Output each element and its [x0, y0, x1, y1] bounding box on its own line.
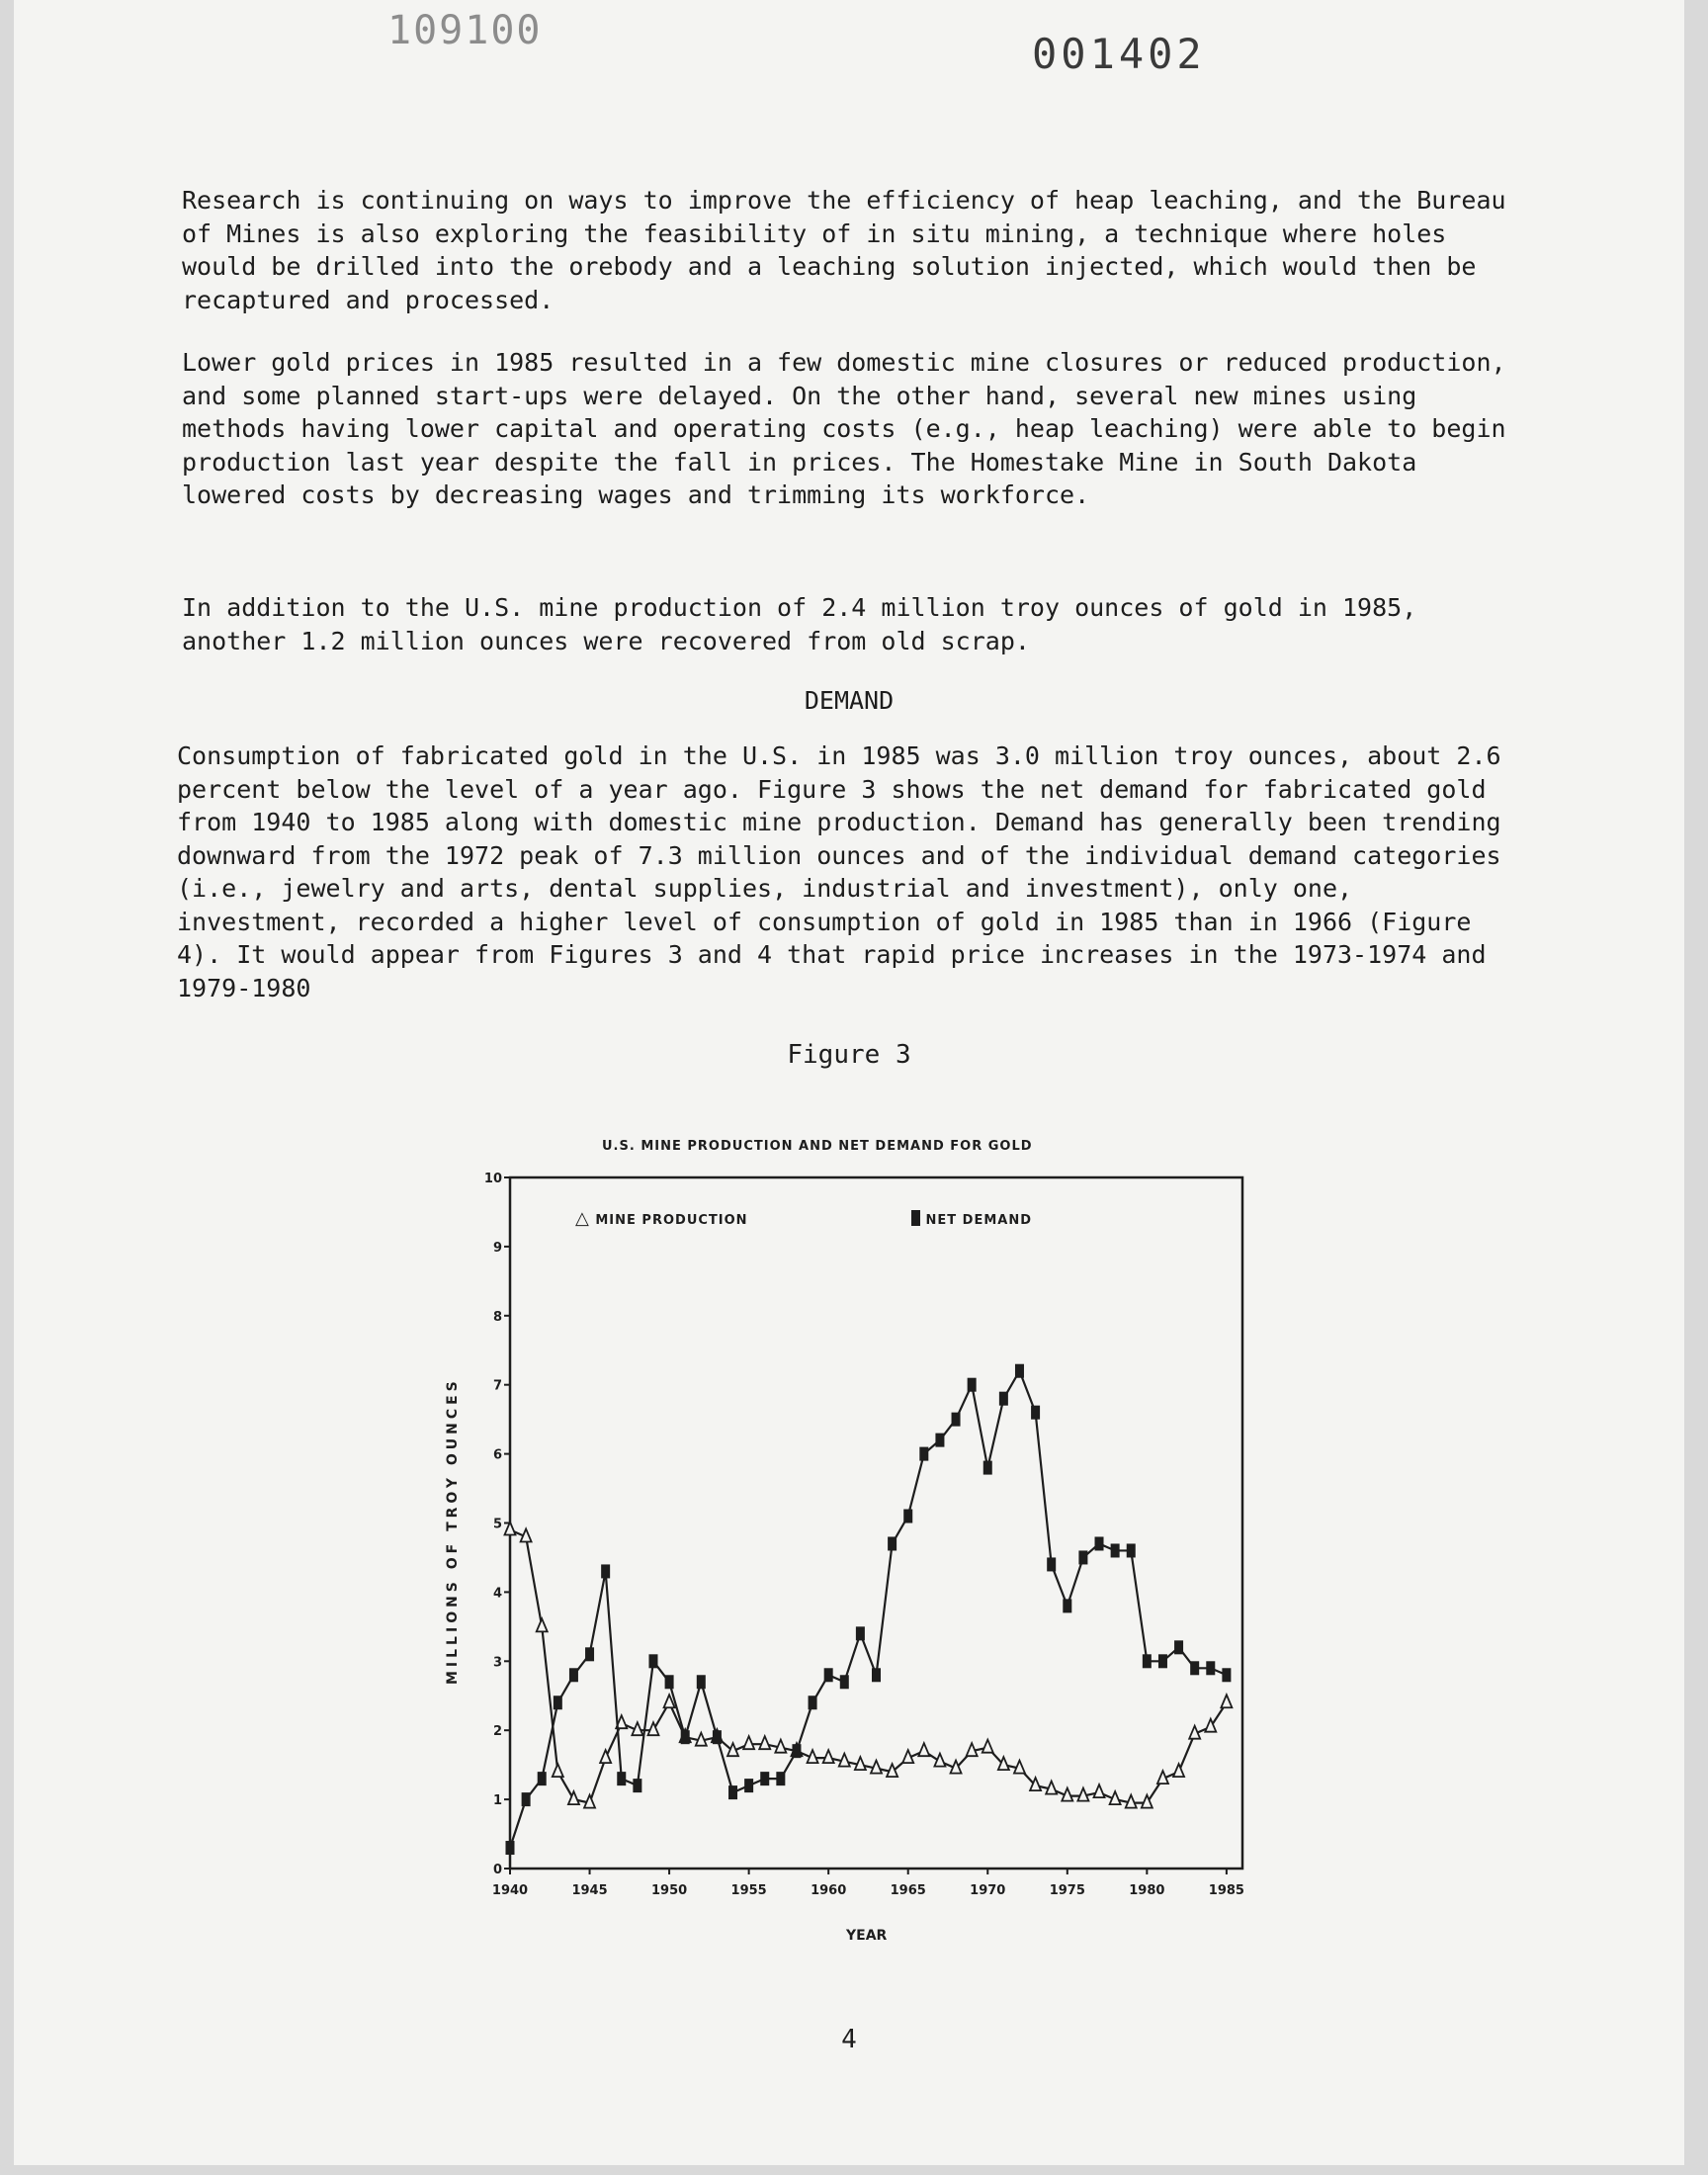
net-demand-point [840, 1675, 849, 1689]
mine-production-point [743, 1736, 754, 1749]
y-tick-label: 0 [492, 1863, 502, 1877]
y-tick-label: 3 [492, 1655, 502, 1671]
mine-production-point [982, 1740, 993, 1753]
net-demand-point [888, 1536, 897, 1550]
net-demand-point [1111, 1543, 1120, 1557]
net-demand-point [792, 1744, 801, 1758]
paragraph-heap-leaching: Research is continuing on ways to improve the efficiency of heap leaching, and the Bureau of Mines is also exploring the feasibility of in situ mining, a technique where holes would be drilled into the orebody and a leaching solution injected, which would then be recaptured and processed. [182, 186, 1506, 314]
x-tick-label: 1955 [730, 1883, 767, 1898]
net-demand-point [585, 1647, 594, 1661]
paragraph-scrap: In addition to the U.S. mine production of 2.4 million troy ounces of gold in 1985, another 1.2 million ounces were recovered from old scrap. [182, 593, 1417, 655]
y-tick-label: 9 [492, 1240, 502, 1256]
net-demand-point [1095, 1536, 1104, 1550]
net-demand-point [522, 1792, 531, 1806]
legend-net-demand-label: NET DEMAND [925, 1213, 1033, 1228]
x-tick-label: 1950 [650, 1883, 688, 1898]
mine-production-point [759, 1736, 770, 1749]
document-page [14, 0, 1684, 2165]
chart-title: U.S. MINE PRODUCTION AND NET DEMAND FOR GOLD [602, 1139, 1033, 1154]
net-demand-point [506, 1841, 515, 1855]
net-demand-point [713, 1730, 722, 1744]
net-demand-point [1143, 1654, 1152, 1668]
net-demand-point [809, 1696, 817, 1709]
net-demand-point [633, 1779, 641, 1792]
y-tick-label: 8 [492, 1309, 502, 1325]
section-heading: DEMAND [804, 686, 895, 715]
x-tick-label: 1970 [970, 1883, 1006, 1898]
y-tick-label: 10 [483, 1172, 502, 1186]
net-demand-point [952, 1413, 961, 1427]
legend-triangle-icon: △ [575, 1208, 590, 1229]
mine-production-point [998, 1757, 1009, 1770]
paragraph-demand: Consumption of fabricated gold in the U.S. in 1985 was 3.0 million troy ounces, about 2.6 percent below the level of a year ago. Figure 3 shows the net demand for fabricated gold from 1940 to 1985 along with domestic mine production. Demand has generally been trending downward from the 1972 peak of 7.3 million ounces and of the individual demand categories (i.e., jewelry and arts, dental supplies, industrial and investment), only one, investment, recorded a higher level of consumption of gold in 1985 than in 1966 (Figure 4). It would appear from Figures 3 and 4 that rapid price increases in the 1973-1974 and 1979-1980 [177, 741, 1501, 1002]
net-demand-point [824, 1668, 833, 1682]
mine-production-point [823, 1750, 834, 1763]
net-demand-point [919, 1447, 928, 1461]
y-tick-label: 7 [492, 1378, 502, 1394]
x-tick-label: 1975 [1049, 1883, 1085, 1898]
net-demand-point [1047, 1557, 1056, 1571]
document-id-stamp: 001402 [1032, 30, 1206, 78]
legend-mine-production [575, 1208, 748, 1229]
net-demand-point [617, 1772, 626, 1785]
net-demand-point [648, 1654, 657, 1668]
figure-label: Figure 3 [787, 1040, 911, 1070]
net-demand-point [1063, 1599, 1071, 1612]
net-demand-point [538, 1772, 547, 1785]
net-demand-point [554, 1696, 562, 1709]
mine-production-point [1173, 1764, 1184, 1777]
net-demand-point [760, 1772, 769, 1785]
x-tick-label: 1980 [1129, 1883, 1165, 1898]
y-tick-label: 1 [492, 1793, 502, 1809]
net-demand-point [968, 1378, 977, 1392]
mine-production-point [1094, 1784, 1105, 1797]
net-demand-point [744, 1779, 753, 1792]
net-demand-point [1190, 1661, 1199, 1675]
net-demand-point [1015, 1364, 1024, 1378]
mine-production-point [1221, 1695, 1232, 1707]
mine-production-point [537, 1618, 548, 1631]
top-stamp: 109100 [387, 8, 543, 53]
y-axis-label: MILLIONS OF TROY OUNCES [445, 1377, 461, 1685]
mine-production-line [510, 1529, 1227, 1802]
net-demand-point [1174, 1640, 1183, 1654]
legend-square-icon [911, 1210, 920, 1226]
net-demand-point [1078, 1550, 1087, 1564]
mine-production-point [1030, 1778, 1041, 1790]
net-demand-point [1206, 1661, 1215, 1675]
net-demand-point [983, 1461, 992, 1475]
x-axis-label: YEAR [846, 1928, 888, 1944]
y-tick-label: 4 [492, 1586, 502, 1602]
net-demand-point [728, 1785, 737, 1799]
net-demand-point [999, 1392, 1008, 1406]
y-tick-label: 5 [492, 1517, 502, 1532]
x-tick-label: 1965 [890, 1883, 926, 1898]
net-demand-point [1158, 1654, 1167, 1668]
net-demand-point [903, 1510, 912, 1523]
net-demand-point [856, 1626, 865, 1640]
paragraph-gold-prices: Lower gold prices in 1985 resulted in a few domestic mine closures or reduced production, and some planned start-ups were delayed. On the other hand, several new mines using methods having lower capital and operating costs (e.g., heap leaching) were able to begin production last year despite the fall in prices. The Homestake Mine in South Dakota lowered costs by decreasing wages and trimming its workforce. [182, 348, 1506, 509]
legend-mine-production-label: MINE PRODUCTION [595, 1213, 748, 1228]
x-tick-label: 1940 [491, 1883, 529, 1898]
gold-chart [14, 0, 1684, 2165]
net-demand-point [1127, 1543, 1136, 1557]
y-tick-label: 2 [492, 1724, 502, 1740]
x-tick-label: 1960 [811, 1883, 847, 1898]
net-demand-point [1031, 1406, 1040, 1420]
net-demand-point [601, 1564, 610, 1578]
net-demand-point [1222, 1668, 1231, 1682]
net-demand-point [872, 1668, 881, 1682]
legend-net-demand [911, 1210, 1032, 1228]
mine-production-point [553, 1764, 563, 1777]
net-demand-point [681, 1730, 690, 1744]
net-demand-point [697, 1675, 706, 1689]
mine-production-point [918, 1743, 929, 1756]
net-demand-point [569, 1668, 578, 1682]
page-number: 4 [841, 2025, 857, 2054]
net-demand-point [935, 1434, 944, 1447]
y-tick-label: 6 [492, 1447, 502, 1463]
x-tick-label: 1985 [1208, 1883, 1244, 1898]
net-demand-point [776, 1772, 785, 1785]
net-demand-point [665, 1675, 674, 1689]
x-tick-label: 1945 [571, 1883, 608, 1898]
